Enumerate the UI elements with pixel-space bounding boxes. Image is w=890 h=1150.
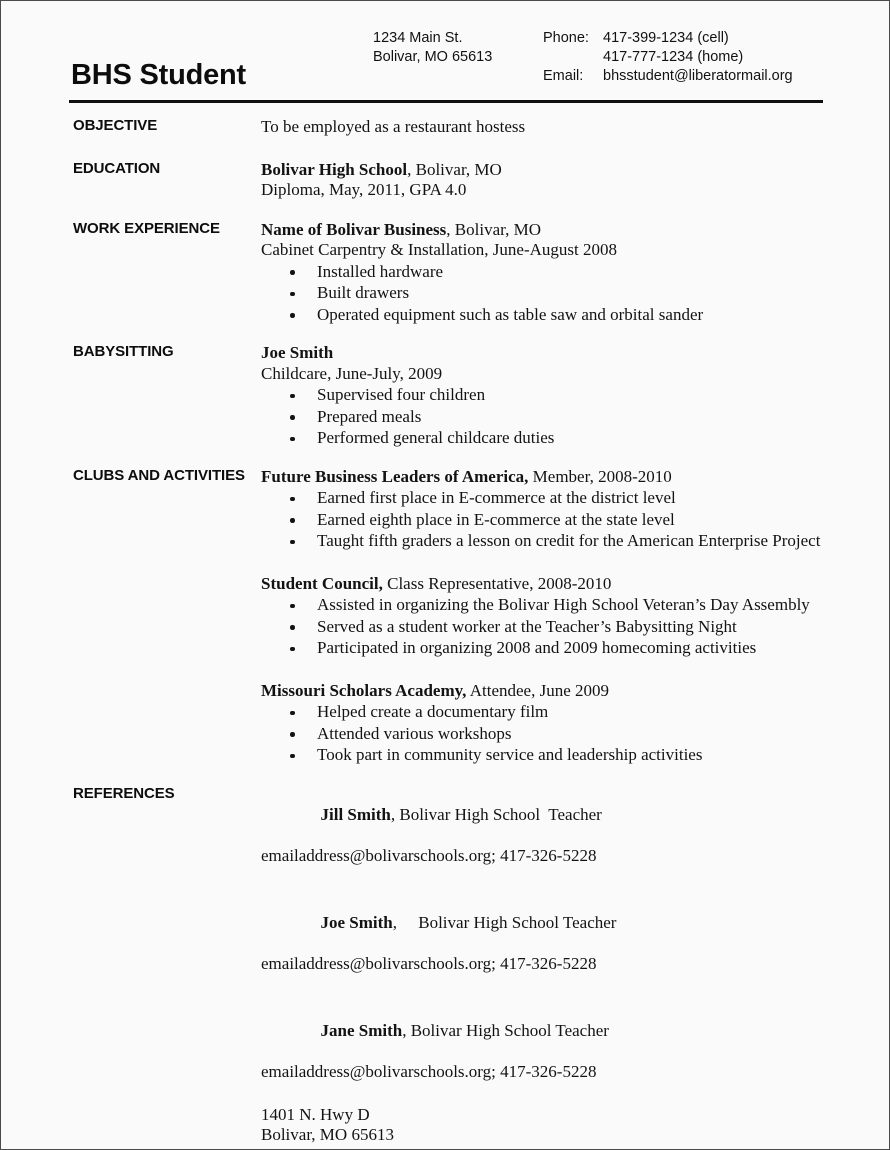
club-title: Missouri Scholars Academy, bbox=[261, 680, 467, 700]
reference-name: Jill Smith bbox=[320, 805, 391, 824]
phone-home-spacer bbox=[543, 48, 597, 67]
work-heading bbox=[261, 220, 821, 241]
club-title: Future Business Leaders of America, bbox=[261, 466, 529, 486]
reference-title: , Bolivar High School Teacher bbox=[390, 805, 602, 824]
work-bullet-list bbox=[261, 262, 821, 326]
club-bullet-list bbox=[261, 595, 821, 659]
contact-block bbox=[373, 29, 793, 86]
club-bullet-list bbox=[261, 488, 821, 552]
section-content-references bbox=[261, 785, 890, 1146]
work-employer: Name of Bolivar Business bbox=[261, 219, 447, 239]
header-divider bbox=[69, 100, 823, 103]
objective-text: To be employed as a restaurant hostess bbox=[261, 117, 526, 136]
section-clubs-and-activities bbox=[1, 467, 890, 766]
list-item: Participated in organizing 2008 and 2009 homecoming activities bbox=[261, 638, 821, 659]
list-item: Attended various workshops bbox=[261, 724, 821, 745]
reference-address-line-1: 1401 N. Hwy D bbox=[261, 1104, 370, 1124]
applicant-name: BHS Student bbox=[71, 59, 247, 91]
club-heading bbox=[261, 467, 821, 488]
section-content-babysitting bbox=[261, 343, 890, 449]
club-entry-student-council bbox=[261, 574, 821, 659]
section-label-education: EDUCATION bbox=[73, 159, 161, 177]
club-bullet-list bbox=[261, 702, 821, 766]
section-label-objective: OBJECTIVE bbox=[73, 117, 158, 134]
reference-title: , Bolivar High School Teacher bbox=[402, 1021, 609, 1040]
email-value: bhsstudent@liberatormail.org bbox=[603, 68, 793, 84]
reference-heading bbox=[261, 1001, 821, 1063]
section-work-experience bbox=[1, 220, 890, 326]
reference-entry bbox=[261, 785, 821, 867]
reference-heading bbox=[261, 785, 821, 847]
list-item: Served as a student worker at the Teacher’s Babysitting Night bbox=[261, 617, 821, 638]
reference-address-block bbox=[261, 1105, 821, 1146]
babysitting-role: Childcare, June-July, 2009 bbox=[261, 363, 443, 383]
section-content-clubs-and-activities bbox=[261, 467, 890, 766]
section-objective bbox=[1, 117, 890, 138]
phone-label: Phone: bbox=[543, 30, 589, 46]
reference-contact: emailaddress@bolivarschools.org; 417-326-5228 bbox=[261, 846, 597, 865]
resume-header bbox=[1, 1, 890, 93]
education-location: , Bolivar, MO bbox=[407, 159, 502, 179]
reference-contact: emailaddress@bolivarschools.org; 417-326-5228 bbox=[261, 954, 597, 973]
club-entry-fbla bbox=[261, 467, 821, 552]
reference-entry bbox=[261, 893, 821, 975]
reference-title: , Bolivar High School Teacher bbox=[392, 913, 617, 932]
section-education bbox=[1, 160, 890, 201]
babysitting-bullet-list bbox=[261, 385, 821, 449]
address-line-1: 1234 Main St. bbox=[373, 30, 463, 46]
list-item: Earned first place in E-commerce at the district level bbox=[261, 488, 821, 509]
list-item: Supervised four children bbox=[261, 385, 821, 406]
club-heading bbox=[261, 574, 821, 595]
list-item: Performed general childcare duties bbox=[261, 428, 821, 449]
section-label-clubs-and-activities: CLUBS AND ACTIVITIES bbox=[73, 466, 245, 484]
work-employer-location: , Bolivar, MO bbox=[446, 219, 542, 239]
section-label-babysitting: BABYSITTING bbox=[73, 343, 174, 360]
phone-home-value: 417-777-1234 (home) bbox=[603, 49, 744, 65]
list-item: Helped create a documentary film bbox=[261, 702, 821, 723]
education-detail: Diploma, May, 2011, GPA 4.0 bbox=[261, 180, 467, 199]
club-detail: Attendee, June 2009 bbox=[466, 680, 610, 700]
resume-body bbox=[1, 111, 890, 1146]
section-content-education bbox=[261, 160, 890, 201]
babysitting-employer: Joe Smith bbox=[261, 343, 334, 362]
club-entry-missouri-scholars-academy bbox=[261, 681, 821, 766]
email-label: Email: bbox=[543, 68, 584, 84]
reference-entry bbox=[261, 1001, 821, 1083]
list-item: Taught fifth graders a lesson on credit for the American Enterprise Project bbox=[261, 531, 821, 552]
work-role: Cabinet Carpentry & Installation, June-August 2008 bbox=[261, 240, 617, 259]
reference-contact: emailaddress@bolivarschools.org; 417-326-5228 bbox=[261, 1062, 597, 1081]
section-label-references: REFERENCES bbox=[73, 784, 175, 802]
section-babysitting bbox=[1, 343, 890, 449]
education-heading bbox=[261, 160, 821, 181]
phone-cell-value: 417-399-1234 (cell) bbox=[603, 30, 729, 46]
list-item: Assisted in organizing the Bolivar High School Veteran’s Day Assembly bbox=[261, 595, 821, 616]
section-content-work-experience bbox=[261, 220, 890, 326]
reference-address-line-2: Bolivar, MO 65613 bbox=[261, 1125, 394, 1144]
reference-name: Jane Smith bbox=[320, 1021, 403, 1040]
club-detail: Member, 2008-2010 bbox=[528, 466, 672, 486]
list-item: Installed hardware bbox=[261, 262, 821, 283]
reference-name: Joe Smith bbox=[320, 913, 393, 932]
club-detail: Class Representative, 2008-2010 bbox=[382, 573, 612, 593]
section-label-work-experience: WORK EXPERIENCE bbox=[73, 219, 220, 237]
phone-email-block bbox=[543, 29, 793, 86]
club-title: Student Council, bbox=[261, 573, 383, 593]
section-content-objective bbox=[261, 117, 890, 138]
list-item: Prepared meals bbox=[261, 407, 821, 428]
address-line-2: Bolivar, MO 65613 bbox=[373, 49, 493, 65]
education-school: Bolivar High School bbox=[261, 159, 408, 179]
list-item: Took part in community service and leadership activities bbox=[261, 745, 821, 766]
club-heading bbox=[261, 681, 821, 702]
address-block bbox=[373, 29, 543, 86]
reference-heading bbox=[261, 893, 821, 955]
list-item: Operated equipment such as table saw and orbital sander bbox=[261, 305, 821, 326]
list-item: Built drawers bbox=[261, 283, 821, 304]
section-references bbox=[1, 785, 890, 1146]
list-item: Earned eighth place in E-commerce at the state level bbox=[261, 510, 821, 531]
